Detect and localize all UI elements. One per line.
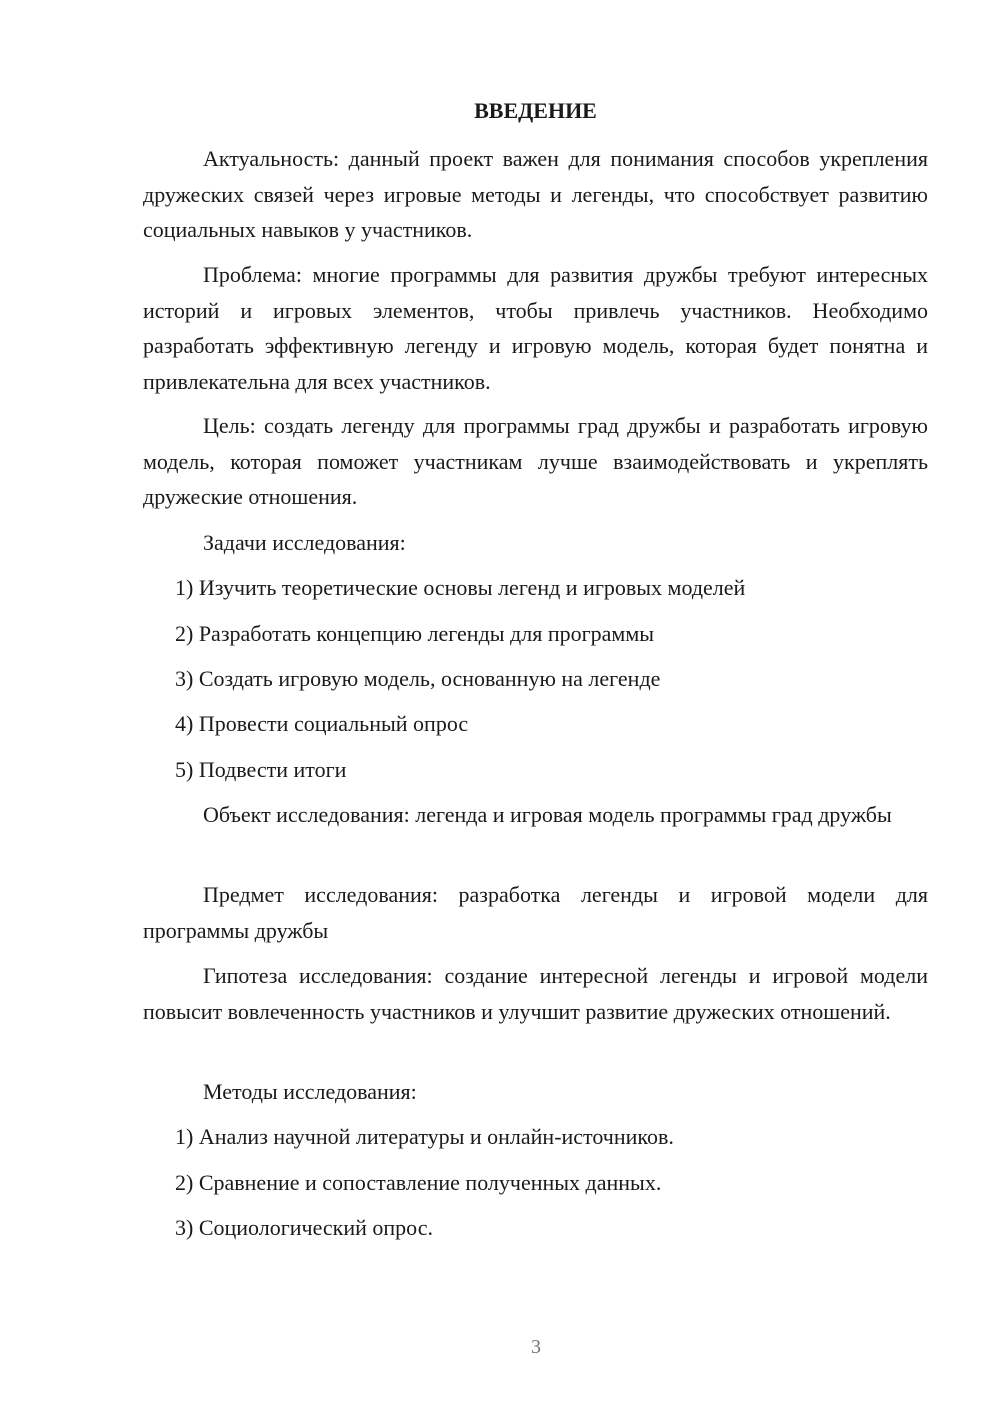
section-heading: ВВЕДЕНИЕ bbox=[474, 98, 597, 123]
object-paragraph: Объект исследования: легенда и игровая модель программы град дружбы bbox=[203, 802, 892, 827]
hypothesis-paragraph: Гипотеза исследования: создание интересной легенды и игровой модели повысит вовлеченность участников и улучшит развитие дружеских отношений. bbox=[143, 963, 928, 1024]
task-item: 4) Провести социальный опрос bbox=[175, 711, 469, 736]
method-item: 3) Социологический опрос. bbox=[175, 1215, 433, 1240]
task-item: 3) Создать игровую модель, основанную на легенде bbox=[175, 666, 661, 691]
problem-paragraph: Проблема: многие программы для развития дружбы требуют интересных историй и игровых элементов, чтобы привлечь участников. Необходимо разработать эффективную легенду и игровую модель, которая будет понятна и привлекательна для всех участников. bbox=[143, 262, 928, 394]
task-item: 1) Изучить теоретические основы легенд и игровых моделей bbox=[175, 575, 746, 600]
relevance-paragraph: Актуальность: данный проект важен для понимания способов укрепления дружеских связей через игровые методы и легенды, что способствует развитию социальных навыков у участников. bbox=[143, 146, 928, 242]
page-number: 3 bbox=[531, 1336, 541, 1358]
method-item: 2) Сравнение и сопоставление полученных данных. bbox=[175, 1170, 662, 1195]
goal-paragraph: Цель: создать легенду для программы град дружбы и разработать игровую модель, которая поможет участникам лучше взаимодействовать и укреплять дружеские отношения. bbox=[143, 413, 928, 509]
tasks-title: Задачи исследования: bbox=[203, 530, 406, 555]
method-item: 1) Анализ научной литературы и онлайн-источников. bbox=[175, 1124, 674, 1149]
task-item: 5) Подвести итоги bbox=[175, 757, 347, 782]
methods-title: Методы исследования: bbox=[203, 1079, 417, 1104]
subject-paragraph: Предмет исследования: разработка легенды и игровой модели для программы дружбы bbox=[143, 882, 928, 943]
task-item: 2) Разработать концепцию легенды для программы bbox=[175, 621, 655, 646]
